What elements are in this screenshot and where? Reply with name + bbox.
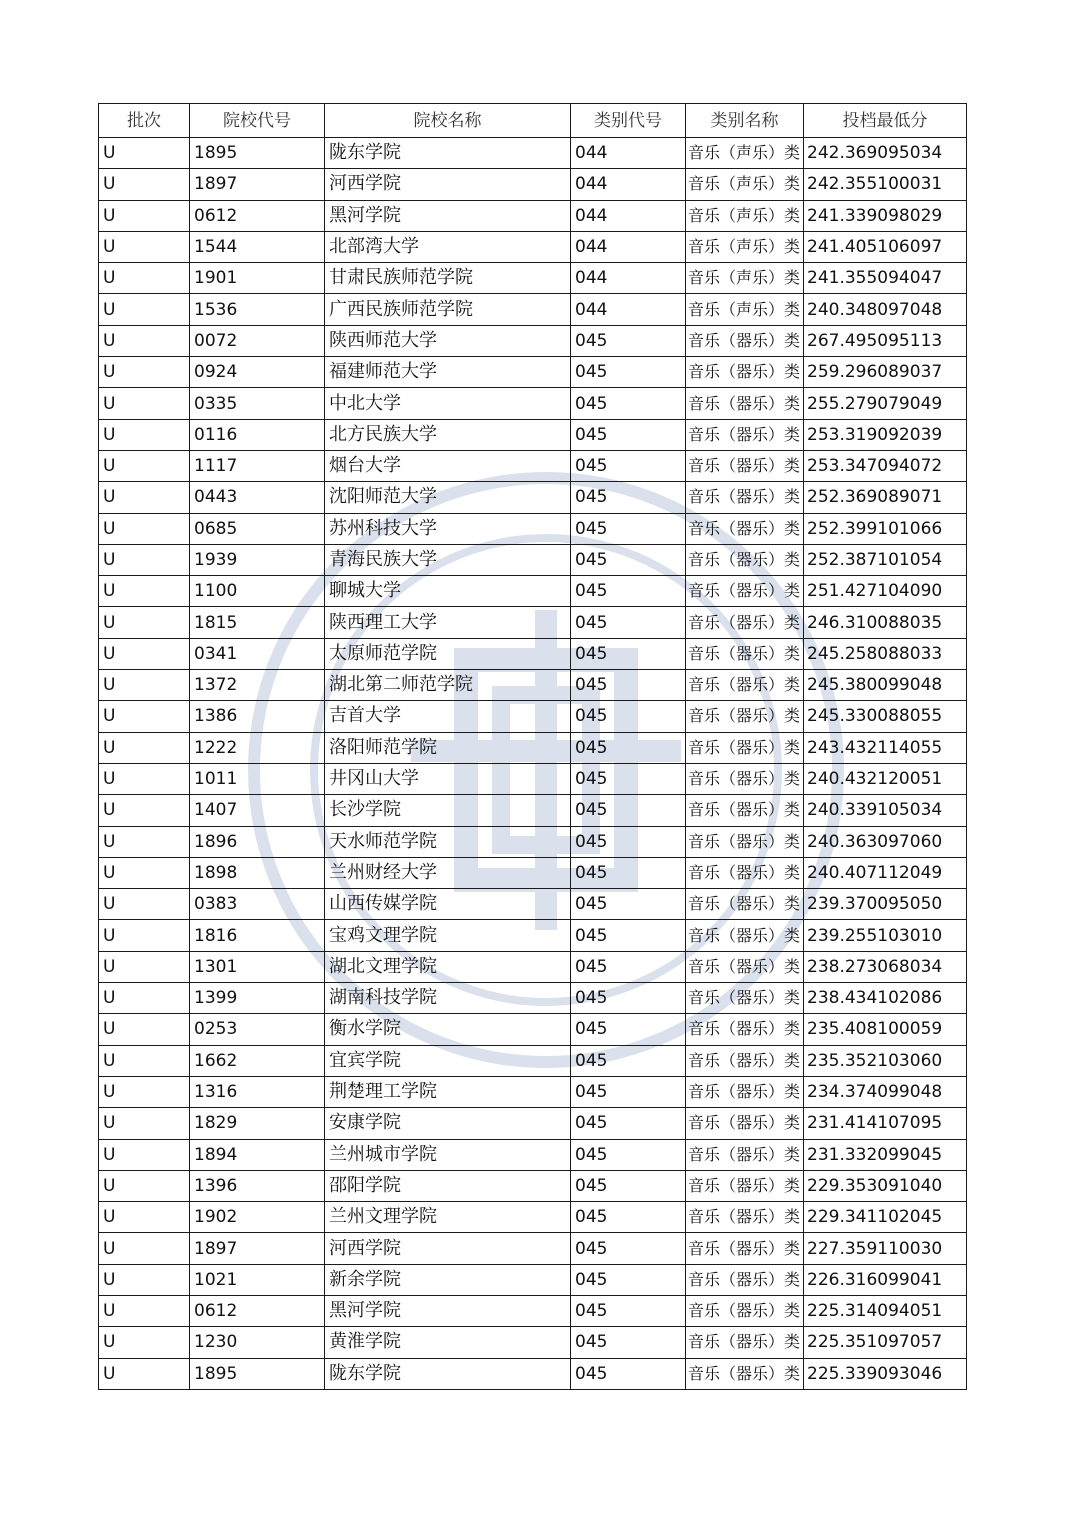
min-score-cell: 235.352103060 — [804, 1045, 967, 1076]
table-row — [99, 1139, 967, 1170]
table-header-row — [99, 104, 967, 138]
batch-cell: U — [99, 763, 190, 794]
batch-cell: U — [99, 482, 190, 513]
table-row — [99, 576, 967, 607]
school-code-cell: 0443 — [190, 482, 325, 513]
min-score-cell: 239.370095050 — [804, 889, 967, 920]
header-batch: 批次 — [99, 104, 190, 138]
school-code-cell: 1894 — [190, 1139, 325, 1170]
school-name-cell: 甘肃民族师范学院 — [325, 263, 571, 294]
batch-cell: U — [99, 325, 190, 356]
category-name-cell: 音乐（器乐）类 — [686, 325, 804, 356]
category-code-cell: 045 — [571, 983, 686, 1014]
school-name-cell: 湖南科技学院 — [325, 983, 571, 1014]
school-code-cell: 1897 — [190, 1233, 325, 1264]
min-score-cell: 242.369095034 — [804, 138, 967, 169]
school-name-cell: 黑河学院 — [325, 1295, 571, 1326]
min-score-cell: 241.339098029 — [804, 200, 967, 231]
table-row — [99, 951, 967, 982]
min-score-cell: 235.408100059 — [804, 1014, 967, 1045]
table-body — [99, 138, 967, 1390]
batch-cell: U — [99, 1295, 190, 1326]
category-name-cell: 音乐（器乐）类 — [686, 1076, 804, 1107]
category-code-cell: 045 — [571, 889, 686, 920]
min-score-cell: 239.255103010 — [804, 920, 967, 951]
table-row — [99, 1014, 967, 1045]
table-row — [99, 200, 967, 231]
school-name-cell: 洛阳师范学院 — [325, 732, 571, 763]
min-score-cell: 245.258088033 — [804, 638, 967, 669]
min-score-cell: 240.339105034 — [804, 795, 967, 826]
category-code-cell: 044 — [571, 263, 686, 294]
table-row — [99, 795, 967, 826]
school-name-cell: 山西传媒学院 — [325, 889, 571, 920]
batch-cell: U — [99, 1014, 190, 1045]
batch-cell: U — [99, 857, 190, 888]
batch-cell: U — [99, 826, 190, 857]
table-row — [99, 419, 967, 450]
category-name-cell: 音乐（声乐）类 — [686, 231, 804, 262]
category-code-cell: 045 — [571, 1045, 686, 1076]
school-name-cell: 邵阳学院 — [325, 1170, 571, 1201]
batch-cell: U — [99, 607, 190, 638]
school-code-cell: 1399 — [190, 983, 325, 1014]
category-name-cell: 音乐（器乐）类 — [686, 638, 804, 669]
batch-cell: U — [99, 920, 190, 951]
min-score-cell: 243.432114055 — [804, 732, 967, 763]
min-score-cell: 238.273068034 — [804, 951, 967, 982]
category-name-cell: 音乐（声乐）类 — [686, 294, 804, 325]
school-name-cell: 苏州科技大学 — [325, 513, 571, 544]
table-row — [99, 826, 967, 857]
min-score-cell: 253.319092039 — [804, 419, 967, 450]
school-name-cell: 天水师范学院 — [325, 826, 571, 857]
table-row — [99, 1264, 967, 1295]
school-name-cell: 陇东学院 — [325, 1358, 571, 1389]
category-name-cell: 音乐（器乐）类 — [686, 1108, 804, 1139]
category-name-cell: 音乐（器乐）类 — [686, 1045, 804, 1076]
category-name-cell: 音乐（器乐）类 — [686, 544, 804, 575]
category-code-cell: 044 — [571, 138, 686, 169]
table-row — [99, 763, 967, 794]
category-name-cell: 音乐（器乐）类 — [686, 388, 804, 419]
school-code-cell: 1301 — [190, 951, 325, 982]
school-code-cell: 1815 — [190, 607, 325, 638]
school-name-cell: 北方民族大学 — [325, 419, 571, 450]
school-name-cell: 湖北文理学院 — [325, 951, 571, 982]
school-code-cell: 1895 — [190, 138, 325, 169]
school-name-cell: 福建师范大学 — [325, 357, 571, 388]
min-score-cell: 255.279079049 — [804, 388, 967, 419]
batch-cell: U — [99, 1108, 190, 1139]
school-code-cell: 1895 — [190, 1358, 325, 1389]
school-code-cell: 1396 — [190, 1170, 325, 1201]
batch-cell: U — [99, 951, 190, 982]
min-score-cell: 251.427104090 — [804, 576, 967, 607]
min-score-cell: 240.348097048 — [804, 294, 967, 325]
school-code-cell: 0341 — [190, 638, 325, 669]
table-row — [99, 388, 967, 419]
category-code-cell: 045 — [571, 482, 686, 513]
category-code-cell: 045 — [571, 357, 686, 388]
school-code-cell: 1021 — [190, 1264, 325, 1295]
school-code-cell: 1407 — [190, 795, 325, 826]
category-name-cell: 音乐（器乐）类 — [686, 732, 804, 763]
header-school-code: 院校代号 — [190, 104, 325, 138]
school-name-cell: 河西学院 — [325, 169, 571, 200]
header-school-name: 院校名称 — [325, 104, 571, 138]
table-row — [99, 513, 967, 544]
min-score-cell: 225.339093046 — [804, 1358, 967, 1389]
category-name-cell: 音乐（器乐）类 — [686, 419, 804, 450]
table-row — [99, 169, 967, 200]
table-row — [99, 638, 967, 669]
category-code-cell: 044 — [571, 294, 686, 325]
school-name-cell: 井冈山大学 — [325, 763, 571, 794]
category-name-cell: 音乐（器乐）类 — [686, 1014, 804, 1045]
batch-cell: U — [99, 200, 190, 231]
school-code-cell: 1901 — [190, 263, 325, 294]
category-code-cell: 045 — [571, 419, 686, 450]
batch-cell: U — [99, 1358, 190, 1389]
category-name-cell: 音乐（器乐）类 — [686, 1233, 804, 1264]
min-score-cell: 229.341102045 — [804, 1202, 967, 1233]
min-score-cell: 252.399101066 — [804, 513, 967, 544]
school-name-cell: 安康学院 — [325, 1108, 571, 1139]
category-code-cell: 044 — [571, 231, 686, 262]
school-code-cell: 0072 — [190, 325, 325, 356]
school-code-cell: 0253 — [190, 1014, 325, 1045]
table-row — [99, 1170, 967, 1201]
category-name-cell: 音乐（器乐）类 — [686, 1139, 804, 1170]
batch-cell: U — [99, 419, 190, 450]
category-code-cell: 045 — [571, 1233, 686, 1264]
min-score-cell: 259.296089037 — [804, 357, 967, 388]
table-row — [99, 544, 967, 575]
header-min-score: 投档最低分 — [804, 104, 967, 138]
min-score-cell: 225.351097057 — [804, 1327, 967, 1358]
category-code-cell: 045 — [571, 576, 686, 607]
category-code-cell: 045 — [571, 920, 686, 951]
min-score-cell: 238.434102086 — [804, 983, 967, 1014]
category-code-cell: 045 — [571, 763, 686, 794]
min-score-cell: 240.432120051 — [804, 763, 967, 794]
table-row — [99, 231, 967, 262]
header-category-code: 类别代号 — [571, 104, 686, 138]
school-code-cell: 1230 — [190, 1327, 325, 1358]
school-code-cell: 1386 — [190, 701, 325, 732]
school-name-cell: 黑河学院 — [325, 200, 571, 231]
header-category-name: 类别名称 — [686, 104, 804, 138]
min-score-cell: 245.330088055 — [804, 701, 967, 732]
school-code-cell: 0335 — [190, 388, 325, 419]
school-code-cell: 0612 — [190, 1295, 325, 1326]
category-name-cell: 音乐（器乐）类 — [686, 607, 804, 638]
batch-cell: U — [99, 638, 190, 669]
min-score-cell: 253.347094072 — [804, 450, 967, 481]
category-name-cell: 音乐（器乐）类 — [686, 857, 804, 888]
table-row — [99, 357, 967, 388]
table-row — [99, 983, 967, 1014]
category-name-cell: 音乐（器乐）类 — [686, 701, 804, 732]
school-code-cell: 1897 — [190, 169, 325, 200]
category-name-cell: 音乐（器乐）类 — [686, 920, 804, 951]
category-code-cell: 045 — [571, 1264, 686, 1295]
school-name-cell: 陇东学院 — [325, 138, 571, 169]
table-row — [99, 1108, 967, 1139]
batch-cell: U — [99, 1139, 190, 1170]
admission-score-table — [98, 103, 967, 1390]
min-score-cell: 229.353091040 — [804, 1170, 967, 1201]
school-name-cell: 宝鸡文理学院 — [325, 920, 571, 951]
school-name-cell: 中北大学 — [325, 388, 571, 419]
batch-cell: U — [99, 450, 190, 481]
school-code-cell: 0685 — [190, 513, 325, 544]
batch-cell: U — [99, 795, 190, 826]
category-name-cell: 音乐（器乐）类 — [686, 763, 804, 794]
batch-cell: U — [99, 983, 190, 1014]
table-row — [99, 1295, 967, 1326]
batch-cell: U — [99, 1233, 190, 1264]
school-name-cell: 衡水学院 — [325, 1014, 571, 1045]
category-code-cell: 045 — [571, 1295, 686, 1326]
category-code-cell: 045 — [571, 450, 686, 481]
school-code-cell: 1898 — [190, 857, 325, 888]
category-code-cell: 045 — [571, 544, 686, 575]
category-code-cell: 045 — [571, 826, 686, 857]
batch-cell: U — [99, 889, 190, 920]
category-code-cell: 045 — [571, 795, 686, 826]
batch-cell: U — [99, 357, 190, 388]
category-code-cell: 045 — [571, 388, 686, 419]
batch-cell: U — [99, 138, 190, 169]
category-code-cell: 045 — [571, 701, 686, 732]
min-score-cell: 241.355094047 — [804, 263, 967, 294]
category-name-cell: 音乐（声乐）类 — [686, 200, 804, 231]
category-code-cell: 045 — [571, 1108, 686, 1139]
category-code-cell: 045 — [571, 670, 686, 701]
category-code-cell: 045 — [571, 638, 686, 669]
school-code-cell: 0924 — [190, 357, 325, 388]
batch-cell: U — [99, 732, 190, 763]
min-score-cell: 231.414107095 — [804, 1108, 967, 1139]
min-score-cell: 241.405106097 — [804, 231, 967, 262]
table-row — [99, 1076, 967, 1107]
category-name-cell: 音乐（器乐）类 — [686, 1358, 804, 1389]
batch-cell: U — [99, 388, 190, 419]
school-name-cell: 太原师范学院 — [325, 638, 571, 669]
school-name-cell: 沈阳师范大学 — [325, 482, 571, 513]
category-code-cell: 045 — [571, 1139, 686, 1170]
category-code-cell: 045 — [571, 1170, 686, 1201]
category-name-cell: 音乐（器乐）类 — [686, 513, 804, 544]
school-name-cell: 陕西师范大学 — [325, 325, 571, 356]
school-code-cell: 1222 — [190, 732, 325, 763]
school-name-cell: 北部湾大学 — [325, 231, 571, 262]
school-code-cell: 1896 — [190, 826, 325, 857]
table-row — [99, 450, 967, 481]
category-code-cell: 045 — [571, 513, 686, 544]
batch-cell: U — [99, 1264, 190, 1295]
table-row — [99, 889, 967, 920]
batch-cell: U — [99, 1076, 190, 1107]
batch-cell: U — [99, 1170, 190, 1201]
batch-cell: U — [99, 701, 190, 732]
school-name-cell: 兰州财经大学 — [325, 857, 571, 888]
category-name-cell: 音乐（器乐）类 — [686, 826, 804, 857]
min-score-cell: 231.332099045 — [804, 1139, 967, 1170]
category-code-cell: 045 — [571, 857, 686, 888]
batch-cell: U — [99, 1045, 190, 1076]
category-name-cell: 音乐（器乐）类 — [686, 983, 804, 1014]
batch-cell: U — [99, 263, 190, 294]
min-score-cell: 242.355100031 — [804, 169, 967, 200]
school-code-cell: 1939 — [190, 544, 325, 575]
batch-cell: U — [99, 231, 190, 262]
category-name-cell: 音乐（器乐）类 — [686, 482, 804, 513]
school-name-cell: 河西学院 — [325, 1233, 571, 1264]
min-score-cell: 240.363097060 — [804, 826, 967, 857]
school-name-cell: 湖北第二师范学院 — [325, 670, 571, 701]
school-name-cell: 黄淮学院 — [325, 1327, 571, 1358]
batch-cell: U — [99, 513, 190, 544]
school-code-cell: 0612 — [190, 200, 325, 231]
min-score-cell: 234.374099048 — [804, 1076, 967, 1107]
category-name-cell: 音乐（器乐）类 — [686, 1202, 804, 1233]
school-code-cell: 0116 — [190, 419, 325, 450]
batch-cell: U — [99, 169, 190, 200]
category-name-cell: 音乐（器乐）类 — [686, 889, 804, 920]
min-score-cell: 267.495095113 — [804, 325, 967, 356]
category-code-cell: 045 — [571, 732, 686, 763]
category-name-cell: 音乐（声乐）类 — [686, 263, 804, 294]
school-code-cell: 1372 — [190, 670, 325, 701]
category-code-cell: 045 — [571, 1327, 686, 1358]
table-row — [99, 263, 967, 294]
min-score-cell: 240.407112049 — [804, 857, 967, 888]
table-row — [99, 607, 967, 638]
school-code-cell: 1902 — [190, 1202, 325, 1233]
school-code-cell: 1117 — [190, 450, 325, 481]
school-name-cell: 荆楚理工学院 — [325, 1076, 571, 1107]
table-row — [99, 1202, 967, 1233]
table-row — [99, 701, 967, 732]
school-name-cell: 新余学院 — [325, 1264, 571, 1295]
category-name-cell: 音乐（声乐）类 — [686, 169, 804, 200]
min-score-cell: 226.316099041 — [804, 1264, 967, 1295]
school-name-cell: 兰州文理学院 — [325, 1202, 571, 1233]
category-code-cell: 045 — [571, 1202, 686, 1233]
school-name-cell: 长沙学院 — [325, 795, 571, 826]
category-name-cell: 音乐（器乐）类 — [686, 670, 804, 701]
category-code-cell: 045 — [571, 951, 686, 982]
table-row — [99, 482, 967, 513]
category-code-cell: 044 — [571, 169, 686, 200]
school-name-cell: 兰州城市学院 — [325, 1139, 571, 1170]
batch-cell: U — [99, 544, 190, 575]
school-code-cell: 1544 — [190, 231, 325, 262]
min-score-cell: 252.387101054 — [804, 544, 967, 575]
min-score-cell: 245.380099048 — [804, 670, 967, 701]
category-code-cell: 045 — [571, 607, 686, 638]
school-code-cell: 1816 — [190, 920, 325, 951]
category-name-cell: 音乐（器乐）类 — [686, 795, 804, 826]
category-name-cell: 音乐（声乐）类 — [686, 138, 804, 169]
table-row — [99, 138, 967, 169]
table-row — [99, 1327, 967, 1358]
batch-cell: U — [99, 1327, 190, 1358]
min-score-cell: 246.310088035 — [804, 607, 967, 638]
school-code-cell: 1662 — [190, 1045, 325, 1076]
category-name-cell: 音乐（器乐）类 — [686, 576, 804, 607]
category-code-cell: 045 — [571, 325, 686, 356]
table-row — [99, 670, 967, 701]
batch-cell: U — [99, 1202, 190, 1233]
school-name-cell: 聊城大学 — [325, 576, 571, 607]
category-name-cell: 音乐（器乐）类 — [686, 450, 804, 481]
school-name-cell: 陕西理工大学 — [325, 607, 571, 638]
min-score-cell: 225.314094051 — [804, 1295, 967, 1326]
batch-cell: U — [99, 670, 190, 701]
table-row — [99, 732, 967, 763]
category-name-cell: 音乐（器乐）类 — [686, 1264, 804, 1295]
school-name-cell: 烟台大学 — [325, 450, 571, 481]
batch-cell: U — [99, 576, 190, 607]
category-code-cell: 044 — [571, 200, 686, 231]
school-name-cell: 广西民族师范学院 — [325, 294, 571, 325]
table-row — [99, 920, 967, 951]
school-code-cell: 1316 — [190, 1076, 325, 1107]
school-name-cell: 吉首大学 — [325, 701, 571, 732]
category-code-cell: 045 — [571, 1076, 686, 1107]
category-name-cell: 音乐（器乐）类 — [686, 1170, 804, 1201]
category-code-cell: 045 — [571, 1358, 686, 1389]
table-row — [99, 1358, 967, 1389]
table-row — [99, 1233, 967, 1264]
school-code-cell: 1100 — [190, 576, 325, 607]
category-name-cell: 音乐（器乐）类 — [686, 1327, 804, 1358]
min-score-cell: 252.369089071 — [804, 482, 967, 513]
school-code-cell: 0383 — [190, 889, 325, 920]
school-code-cell: 1011 — [190, 763, 325, 794]
batch-cell: U — [99, 294, 190, 325]
category-code-cell: 045 — [571, 1014, 686, 1045]
table-row — [99, 857, 967, 888]
category-name-cell: 音乐（器乐）类 — [686, 357, 804, 388]
school-code-cell: 1536 — [190, 294, 325, 325]
category-name-cell: 音乐（器乐）类 — [686, 951, 804, 982]
school-code-cell: 1829 — [190, 1108, 325, 1139]
category-name-cell: 音乐（器乐）类 — [686, 1295, 804, 1326]
school-name-cell: 宜宾学院 — [325, 1045, 571, 1076]
table-row — [99, 294, 967, 325]
school-name-cell: 青海民族大学 — [325, 544, 571, 575]
table-row — [99, 1045, 967, 1076]
table-row — [99, 325, 967, 356]
min-score-cell: 227.359110030 — [804, 1233, 967, 1264]
